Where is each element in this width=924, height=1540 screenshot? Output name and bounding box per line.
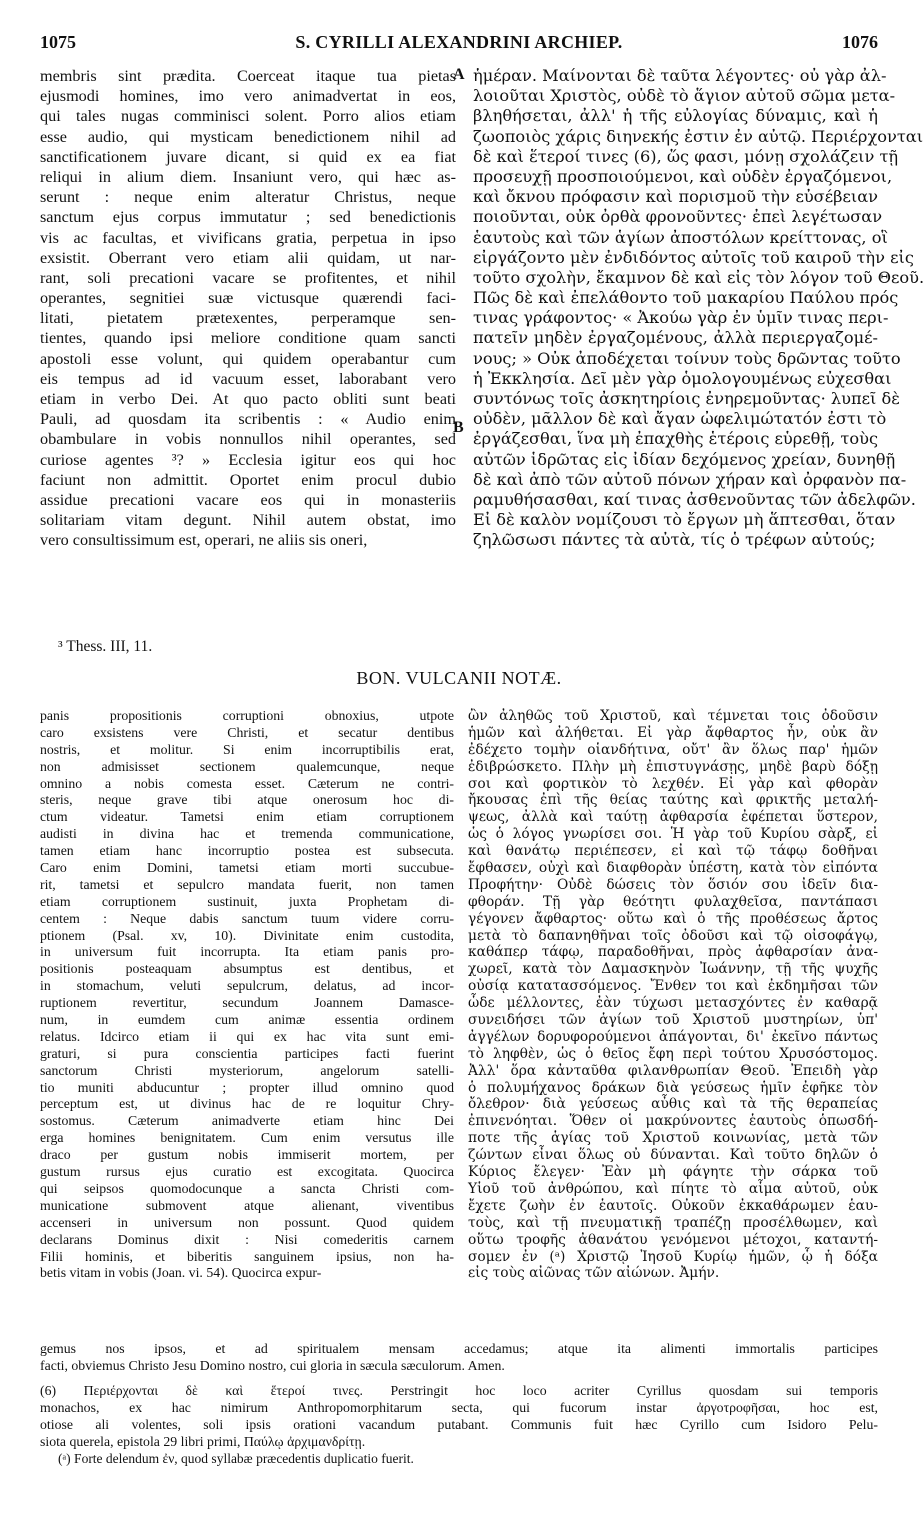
latin-line: solitariam vitam degunt. Nihil autem obstat, imo <box>40 511 456 530</box>
notes-latin-line: betis vitam in vobis (Joan. vi. 54). Quocirca expur- <box>40 1265 322 1281</box>
greek-line: προσευχῇ προσποιούμενοι, καὶ οὐδὲν ἐργαζόμενοι, <box>473 166 893 186</box>
footnote-upper: ³ Thess. III, 11. <box>58 638 153 655</box>
greek-line: συντόνως τοῖς ἀσκητηρίοις ἐνηρεμοῦντας· λυπεῖ δὲ <box>473 389 900 408</box>
greek-line: τοῦτο σχολὴν, ἔκαμνον δὲ καὶ εἰς τὸν λόγον τοῦ Θεοῦ. <box>473 267 924 287</box>
notes-latin-line: non admisisset sectionem qualemcunque, neque <box>40 758 454 774</box>
notes-greek-line: ποτε τῆς ἁγίας τοῦ Χριστοῦ κοινωνίας, μετὰ τῶν <box>468 1130 878 1147</box>
notes-latin-line: graturi, si pura conscientia participes facti fuerint <box>40 1045 454 1061</box>
notes-full-line: facti, obviemus Christo Jesu Domino nostro, cui gloria in sæcula sæculorum. Amen. <box>40 1357 505 1373</box>
notes-latin-line: ctum videatur. Tametsi enim etiam corruptionem <box>40 809 454 825</box>
notes-greek-line: ὡς ὁ λόγος γνωρίσει σοι. Ἡ γὰρ τοῦ Κυρίου σὰρξ, εἰ <box>468 826 878 843</box>
footnote-lower: (ᵃ) Forte delendum ἐν, quod syllabæ præcedentis duplicatio fuerit. <box>58 1451 414 1466</box>
greek-line: ζηλῶσωσι πάντες τὰ αὐτὰ, τίς ὁ τρέφων αὐτούς; <box>473 530 876 550</box>
notes-greek-line: ἤκουσας ἐπὶ τῆς θείας ταύτης καὶ φρικτῆς μεταλή- <box>468 792 878 809</box>
notes-greek-line: γέγονεν ἄφθαρτος· οὕτω καὶ ὁ τῆς προθέσεως ἄρτος <box>468 910 878 927</box>
latin-line: tientes, quando ipsi meliore conditione quam sancti <box>40 329 456 348</box>
latin-line: etiam in verbo Dei. At quo pacto obliti sunt beati <box>40 390 456 408</box>
notes-latin-line: etiam corruptionem sustinuit, juxta Prophetam di- <box>40 893 454 909</box>
notes-latin-line: municatione submovent atque alienant, viventibus <box>40 1197 454 1213</box>
notes-greek-line: ψεως, ἀλλὰ καὶ ταύτῃ ἀφθαρσία ἐφέπεται ὕστερον, <box>468 809 878 826</box>
notes-greek-line: Προφήτην· Οὐδὲ δώσεις τὸν ὅσιόν σου ἰδεῖν δια- <box>468 876 878 893</box>
latin-line: obambulare in vobis nonnullos nihil operantes, sed <box>40 430 456 449</box>
notes-full-line: gemus nos ipsos, et ad spiritualem mensam accedamus; atque ita alimenti immortalis participes <box>40 1341 878 1356</box>
notes-latin-line: rit, tametsi et sepulcro mandata fuerit, non tamen <box>40 876 454 892</box>
notes-greek-line: ζώντων εἶναι ὅλως οὐ δύνανται. Καὶ τοῦτο δηλῶν ὁ <box>468 1147 878 1164</box>
notes-latin-line: ptionem (Psal. xv, 10). Divinitate enim custodita, <box>40 927 454 943</box>
notes-latin-line: sostomus. Cæterum animadverte etiam hinc Dei <box>40 1113 454 1129</box>
notes-greek-column <box>468 708 878 1282</box>
note-6-line: (6) Περιέρχονται δὲ καὶ ἕτεροί τινες. Perstringit hoc loco acriter Cyrillus quosdam sui temporis <box>40 1383 878 1398</box>
greek-line: βληθήσεται, ἀλλ' ἡ τῆς εὐλογίας δύναμις, καὶ ἡ <box>473 106 878 126</box>
latin-column <box>40 66 456 551</box>
notes-greek-line: Κύριος ἔλεγεν· Ἐὰν μὴ φάγητε τὴν σάρκα τοῦ <box>468 1164 878 1181</box>
notes-latin-line: tamen etiam hanc incorruptio postea est subsecuta. <box>40 843 454 859</box>
notes-latin-line: ruptionem revertitur, secundum Joannem Damasce- <box>40 995 454 1011</box>
notes-latin-line: relatus. Idcirco etiam ii qui ex hac vita sunt emi- <box>40 1028 454 1044</box>
latin-line: operantes, segnitiei suæ victusque quærendi faci- <box>40 289 456 308</box>
latin-line: serunt : neque enim alteratur Christus, neque <box>40 188 456 207</box>
note-6 <box>40 1383 878 1451</box>
greek-line: Πῶς δὲ καὶ ἐπελάθοντο τοῦ μακαρίου Παύλου πρός <box>473 288 899 308</box>
notes-latin-line: steris, neque grave tibi atque onerosum hoc di- <box>40 792 454 808</box>
notes-greek-line: ὁ πολυμήχανος δράκων διὰ γεύσεως ἡμῖν ἐφῆκε τὸν <box>468 1079 878 1096</box>
page-header <box>40 32 878 58</box>
latin-line: membris sint prædita. Coerceat itaque tua pietas <box>40 67 456 85</box>
latin-line: vis ac facultas, et vivificans gratia, perpetua in ipso <box>40 228 456 247</box>
notes-greek-line: ἀγγέλων δορυφορούμενοι ἀπάγονται, δι' ἐκεῖνο πάντως <box>468 1028 878 1045</box>
latin-line: curiose agentes ³? » Ecclesia igitur eos qui hoc <box>40 450 456 469</box>
notes-latin-line: perceptum est, ut divinus hac de re loquitur Chry- <box>40 1096 454 1112</box>
notes-latin-line: erga homines benignitatem. Cum enim versutus ille <box>40 1130 454 1146</box>
notes-latin-line: qui seipsos quomodocunque a sancta Christi com- <box>40 1180 454 1196</box>
greek-line: ἡμέραν. Μαίνονται δὲ ταῦτα λέγοντες· οὐ γὰρ ἀλ- <box>473 66 887 85</box>
notes-greek-line: οὕτω τροφῆς ἀθανάτου γενόμενοι μέτοχοι, καταντή- <box>468 1231 878 1248</box>
page-number-right: 1076 <box>842 32 878 52</box>
notes-latin-column <box>40 708 454 1282</box>
notes-latin-line: positionis posteaquam absumptus est dentibus, et <box>40 961 454 977</box>
notes-greek-line: συνειδήσει τῶν ἁγίων τοῦ Χριστοῦ μυστηρίων, ὑπ' <box>468 1012 878 1029</box>
notes-latin-line: declarans Dominus dixit : Nisi comederitis carnem <box>40 1231 454 1247</box>
notes-greek-line: ὢν ἀληθῶς τοῦ Χριστοῦ, καὶ τέμνεται τοις ὀδοῦσιν <box>468 708 878 724</box>
notes-latin-line: audisti in divina hac et tremenda communicatione, <box>40 826 454 842</box>
greek-line: Εἰ δὲ καλὸν νομίζουσι τὸ ἔργων μὴ ἅπτεσθαι, ὅταν <box>473 510 896 530</box>
notes-latin-line: panis propositionis corruptioni obnoxius, utpote <box>40 708 454 723</box>
notes-latin-line: gustum rursus ejus curatio est excogitata. Quocirca <box>40 1164 454 1180</box>
latin-line: Pauli, ad quosdam ita scribentis : « Audio enim <box>40 410 456 429</box>
notes-greek-line: φθοράν. Τῇ γὰρ θεότητι φυλαχθεῖσα, παντάπασι <box>468 893 878 910</box>
notes-greek-line: ἐδέχετο τομὴν οἱανδήτινα, οὔτ' ἂν ὅλως παρ' ἡμῶν <box>468 741 878 758</box>
notes-latin-line: sanctorum Christi mysteriorum, angelorum satelli- <box>40 1062 454 1078</box>
greek-line: οὐδὲν, μᾶλλον δὲ καὶ ἄγαν ὠφελιμώτατόν ἐστι τὸ <box>473 409 887 429</box>
notes-greek-line: τὸ ληφθὲν, ὡς ὁ θεῖος ἔφη περὶ τούτου Χρυσόστομος. <box>468 1045 878 1062</box>
notes-latin-line: caro exsistens vere Christi, et secatur dentibus <box>40 724 454 740</box>
note-6-line: otiose ali volentes, soli ipsis orationi vacandum putabant. Communis fuit hæc Cyrillo cum Isidoro Pelu- <box>40 1416 878 1432</box>
notes-greek-line: ὧδε μέλλοντες, ἐὰν τύχωσι μετασχόντες ἐν καθαρᾷ <box>468 995 878 1012</box>
greek-line: πατεῖν μηδὲν ἐργαζομένους, ἀλλὰ περιεργαζομέ- <box>473 328 878 348</box>
notes-latin-line: num, in eumdem cum animæ essentia ordinem <box>40 1012 454 1028</box>
notes-latin-line: centem : Neque dabis sanctum tuum videre corru- <box>40 910 454 926</box>
notes-latin-line: Filii hominis, et biberitis sanguinem ipsius, non ha- <box>40 1248 454 1264</box>
latin-line: vero consultissimum est, operari, ne aliis sis oneri, <box>40 531 368 550</box>
greek-line: λοιοῦται Χριστὸς, οὐδὲ τὸ ἅγιον αὐτοῦ σῶμα μετα- <box>473 86 896 106</box>
greek-line: ραμυθήσασθαι, καί τινας ἀσθενοῦντας τῶν ἀδελφῶν. <box>473 489 916 509</box>
notes-greek-line: καὶ θανάτῳ περιέπεσεν, εἰ καὶ τῷ τάφῳ δοθῆναι <box>468 843 878 860</box>
greek-line: ποιοῦνται, οὐκ ὀρθὰ φρονοῦντες· ἐπεὶ λεγέτωσαν <box>473 207 883 227</box>
latin-line: qui tales nugas comminisci solent. Porro alios etiam <box>40 107 456 126</box>
notes-latin-line: omnino a nobis comesta esset. Cæterum ne contri- <box>40 775 454 791</box>
latin-line: reliqui in alium diem. Insaniunt vero, qui hæc as- <box>40 167 456 186</box>
notes-greek-line: μετὰ τὸ δαπανηθῆναι τοῖς ὀδοῦσι καὶ τῷ οἰσοφάγῳ, <box>468 927 878 944</box>
running-title: S. CYRILLI ALEXANDRINI ARCHIEP. <box>295 32 623 52</box>
greek-column <box>473 66 924 551</box>
latin-line: sanctificationem juvare dicant, si quid ex ea fiat <box>40 147 456 166</box>
greek-line: δὲ καὶ ἕτεροί τινες (6), ὥς φασι, μόνῃ σχολάζειν τῇ <box>473 146 899 166</box>
latin-line: ejusmodi homines, imo vero animadvertat in eos, <box>40 87 456 106</box>
latin-line: faciunt non admittit. Oportet enim procul dubio <box>40 470 456 489</box>
notes-latin-line: accenseri in universum non possunt. Quod quidem <box>40 1214 454 1230</box>
notes-greek-line: οὐσίᾳ κατατασσόμενος. Ἔνθεν τοι καὶ ἐκδημῆσαι τῶν <box>468 978 878 995</box>
greek-line: καὶ ὄκνου πρόφασιν καὶ πορισμοῦ τὴν εὐσέβειαν <box>473 187 878 207</box>
notes-latin-line: tio muniti abducuntur ; propter illud omnino quod <box>40 1079 454 1095</box>
notes-greek-line: καθάπερ τάφῳ, παραδοθῆναι, πρὸς ἀφθαρσίαν ἀνα- <box>468 944 878 961</box>
main-text <box>40 66 924 624</box>
greek-line: νους; » Οὐκ ἀποδέχεται τοίνυν τοὺς δρῶντας τοῦτο <box>473 348 901 368</box>
notes-title: BON. VULCANII NOTÆ. <box>356 668 562 688</box>
notes-greek-line: Υἱοῦ τοῦ ἀνθρώπου, καὶ πίητε τὸ αἷμα αὐτοῦ, οὐκ <box>468 1180 878 1197</box>
latin-line: eis tempus ad id vacuum esset, laborabant vero <box>40 369 456 388</box>
notes-greek-line: ὄλεθρον· διὰ γεύσεως αὖθις καὶ τὰ τῆς θεραπείας <box>468 1096 878 1113</box>
margin-marker-b: B <box>453 419 464 436</box>
greek-line: ἐργάζεσθαι, ἵνα μὴ ἐπαχθὴς ἑτέροις εὑρεθῇ, τοὺς <box>473 429 879 449</box>
page-number-left: 1075 <box>40 32 76 52</box>
notes-section <box>40 708 878 1328</box>
notes-latin-line: in stomachum, veluti sepulcrum, delatus, ad incor- <box>40 978 454 994</box>
greek-line: ἑαυτοὺς καὶ τῶν ἁγίων ἀποστόλων κρείττονας, οἳ <box>473 227 888 247</box>
notes-greek-line: σομεν ἐν (ᵃ) Χριστῷ Ἰησοῦ Κυρίῳ ἡμῶν, ᾧ ἡ δόξα <box>468 1248 878 1265</box>
notes-greek-line: ἐπινενόηται. Ὅθεν οἱ μακρύνοντες ἑαυτοὺς ὁπωσδή- <box>468 1113 878 1130</box>
notes-greek-line: ἐδιβρώσκετο. Πλὴν μὴ ἐπιστυγνάσῃς, μηδὲ βαρὺ δόξῃ <box>468 758 878 775</box>
notes-latin-line: draco per gustum nobis immiserit mortem, per <box>40 1147 454 1163</box>
notes-greek-line: τοὺς, καὶ τῇ πνευματικῇ τραπέζῃ προσέλθωμεν, καὶ <box>468 1214 878 1231</box>
greek-line: τινας γράφοντος· « Ἀκούω γὰρ ἐν ὑμῖν τινας περι- <box>473 308 889 328</box>
greek-line: ἡ Ἐκκλησία. Δεῖ μὲν γὰρ ὁμολογουμένως εὐχεσθαι <box>473 368 892 388</box>
notes-greek-line: ἔχετε ζωὴν ἐν ἑαυτοῖς. Οὐκοῦν ἐκκαθάρωμεν ἑαυ- <box>468 1197 878 1214</box>
greek-line: αὐτῶν ἱδρῶτας εἰς ἰδίαν δεχόμενος χρείαν, δυνηθῇ <box>473 449 896 469</box>
latin-line: assidue precationi vacare eos qui in monasteriis <box>40 490 456 509</box>
latin-line: rant, soli precationi vacare se profitentes, et nihil <box>40 268 456 287</box>
latin-line: sanctum ejus corpus immutatur ; sed benedictionis <box>40 208 456 227</box>
notes-greek-line: ἔφθασεν, οὐχὶ καὶ διαφθορὰν ὑπέστη, κατὰ τὸν εἰπόντα <box>468 860 878 877</box>
notes-greek-line: σοι καὶ φορτικὸν τὸ λεχθέν. Εἰ γὰρ καὶ φθορὰν <box>468 775 878 792</box>
notes-greek-line: εἰς τοὺς αἰῶνας τῶν αἰώνων. Ἀμήν. <box>468 1265 720 1282</box>
notes-greek-line: Ἀλλ' ὅρα κἀνταῦθα φιλανθρωπίαν Θεοῦ. Ἐπειδὴ γὰρ <box>468 1062 878 1079</box>
latin-line: exsistit. Oberrant vero etiam alii quidam, ut nar- <box>40 248 456 267</box>
notes-full-width <box>40 1341 878 1375</box>
notes-latin-line: in universum fuit incorrupta. Ita etiam panis pro- <box>40 944 454 960</box>
latin-line: esse audio, qui mysticam benedictionem nihil ad <box>40 127 456 146</box>
note-6-line: monachos, ex hac nimirum Anthropomorphitarum secta, qui fucorum instar ἀργοτροφῆσαι, hoc est, <box>40 1399 878 1415</box>
latin-line: litati, pietatem prætexentes, perperamque sen- <box>40 309 456 328</box>
latin-line: apostoli esse volunt, qui quidem operabantur cum <box>40 349 456 368</box>
notes-greek-line: ἡμῶν καὶ ἀλήθεται. Εἰ γὰρ ἄφθαρτος ἦν, οὐκ ἂν <box>468 724 878 741</box>
greek-line: ζωοποιὸς χάρις διηνεκής ἐστιν ἐν αὐτῷ. Περιέρχονται <box>473 126 924 146</box>
notes-latin-line: nostris, et molitur. Si enim incorruptibilis erat, <box>40 741 454 757</box>
greek-line: δὲ καὶ ἀπὸ τῶν αὐτοῦ πόνων χήραν καὶ ὀρφανὸν πα- <box>473 469 907 489</box>
notes-latin-line: Caro enim Domini, tametsi etiam morti succubue- <box>40 860 454 876</box>
margin-marker-a: A <box>453 66 465 83</box>
note-6-line: siota querela, epistola 29 libri primi, Παύλῳ ἀρχιμανδρίτῃ. <box>40 1433 366 1449</box>
greek-line: εἰργάζοντο μὲν ἐνδιδόντος αὐτοῖς τοῦ καιροῦ τὴν εἰς <box>473 247 914 267</box>
notes-greek-line: χωρεῖ, κατὰ τὸν Δαμασκηνὸν Ἰωάννην, τῇ τῆς ψυχῆς <box>468 961 878 978</box>
